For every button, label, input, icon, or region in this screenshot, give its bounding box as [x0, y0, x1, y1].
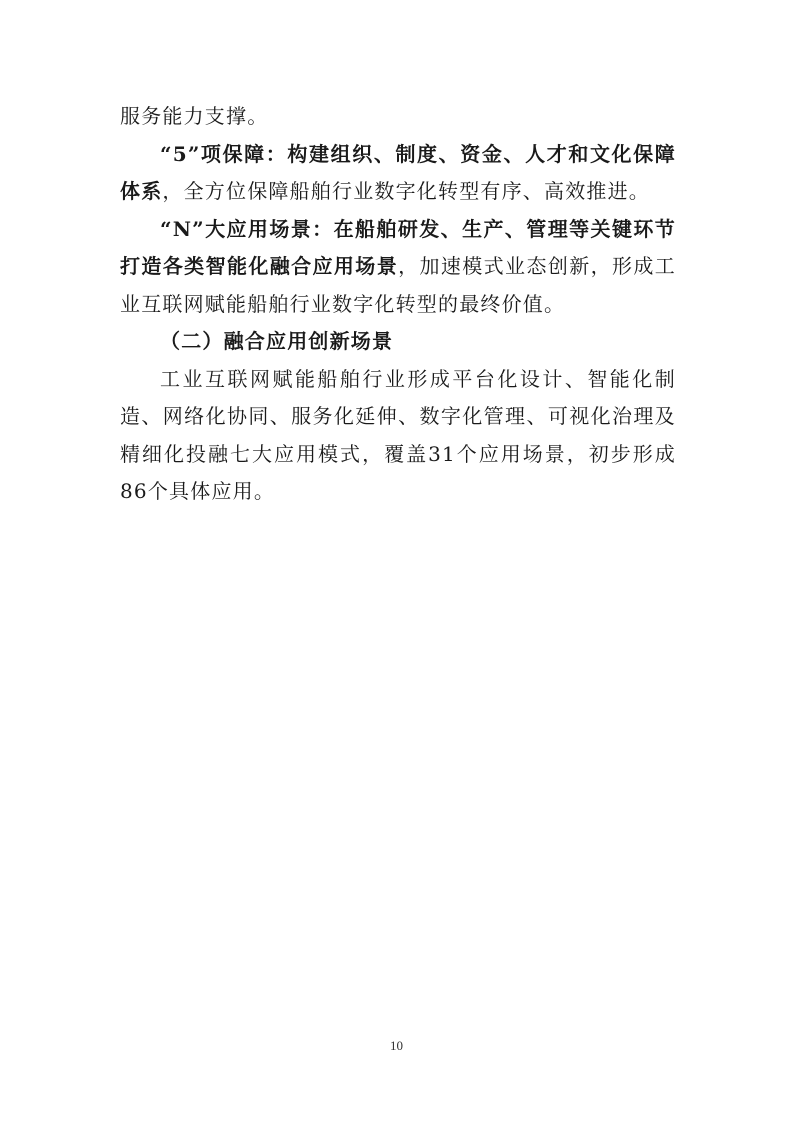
paragraph-5-guarantees — [120, 136, 676, 211]
body-text — [120, 98, 676, 511]
paragraph-lead: “5”项保障：构建组织、制度、资金、人才和文化保障体系 — [120, 141, 676, 203]
paragraph-body: ，加速模式业态创新，形成工业互联网赋能船舶行业数字化转型的最终价值。 — [120, 254, 676, 316]
section-heading: （二）融合应用创新场景 — [160, 329, 394, 353]
paragraph-lead: “N”大应用场景：在船舶研发、生产、管理等关键环节打造各类智能化融合应用场景 — [120, 216, 676, 278]
paragraph-body: 服务能力支撑。 — [120, 104, 269, 128]
section-body-paragraph: 工业互联网赋能船舶行业形成平台化设计、智能化制造、网络化协同、服务化延伸、数字化管理、可视化治理及精细化投融七大应用模式，覆盖31个应用场景，初步形成86个具体应用。 — [120, 366, 676, 503]
paragraph-body: ，全方位保障船舶行业数字化转型有序、高效推进。 — [162, 179, 651, 203]
paragraph-continuation — [120, 98, 676, 136]
paragraph-n-scenarios — [120, 211, 676, 324]
page-number: 10 — [390, 1038, 403, 1053]
